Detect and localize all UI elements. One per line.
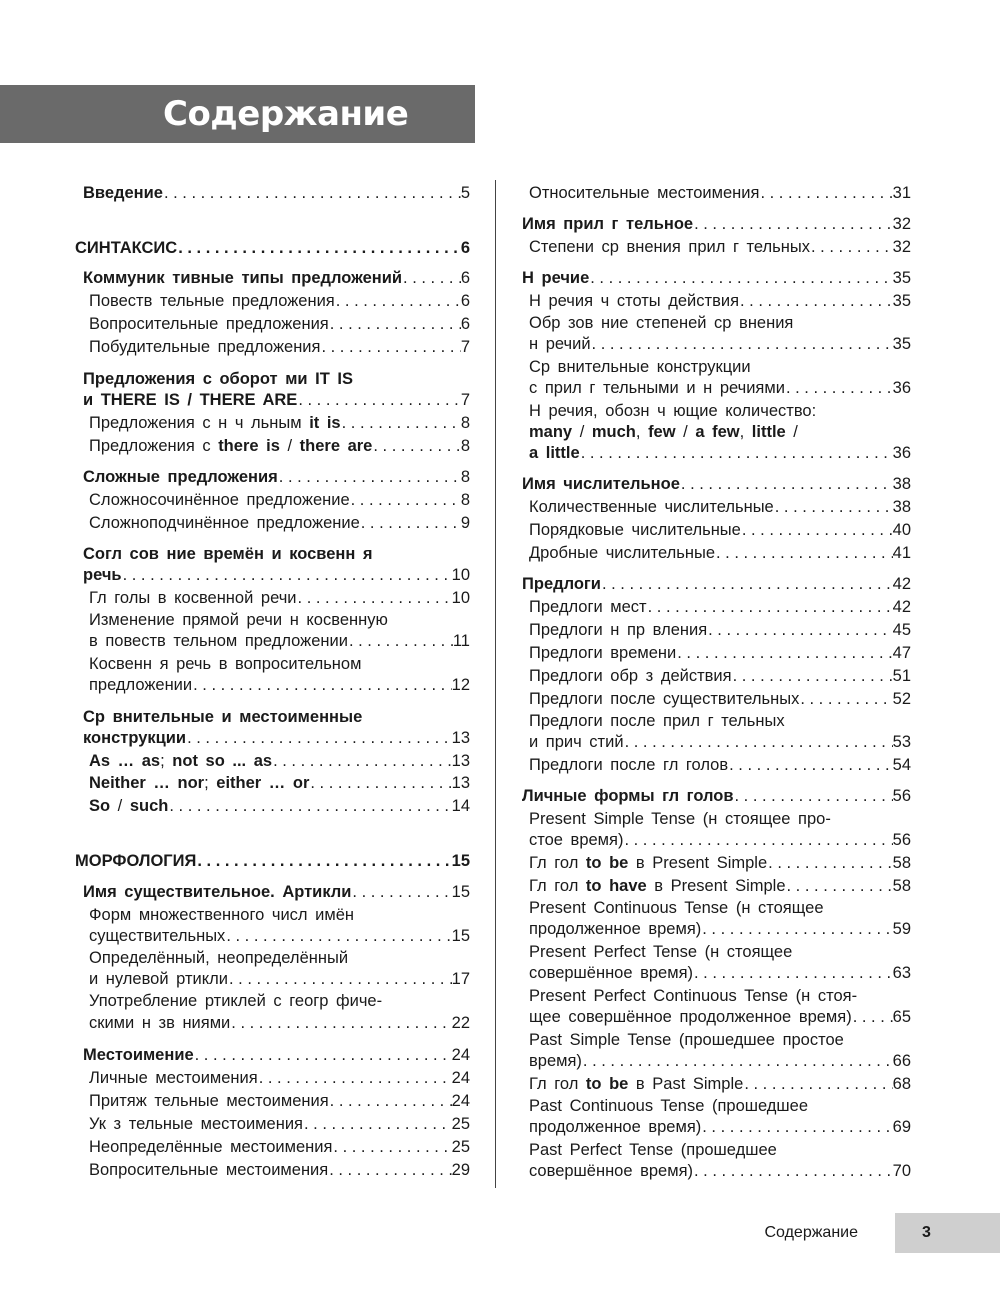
dot-leader <box>303 1113 452 1135</box>
toc-page-number: 32 <box>892 238 911 256</box>
toc-entry <box>89 904 470 926</box>
toc-entry-title: Сложносочинённое предложение <box>89 491 350 509</box>
toc-entry <box>89 435 470 457</box>
dot-leader <box>734 785 893 807</box>
dot-leader <box>732 665 893 687</box>
toc-heading <box>83 727 470 749</box>
dot-leader <box>693 1160 893 1182</box>
toc-heading <box>83 182 470 204</box>
toc-page-number: 7 <box>460 391 470 409</box>
column-divider <box>495 180 496 1188</box>
toc-entry <box>529 1006 911 1028</box>
dot-leader <box>799 688 892 710</box>
toc-entry <box>529 400 911 422</box>
dot-leader <box>707 619 893 641</box>
dot-leader <box>341 412 461 434</box>
toc-page-number: 6 <box>460 239 470 257</box>
toc-page-number: 15 <box>451 852 470 870</box>
toc-page-number: 53 <box>892 733 911 751</box>
toc-page-number: 8 <box>460 468 470 486</box>
toc-entry-title: совершённое время) <box>529 1162 694 1180</box>
toc-page-number: 10 <box>451 589 470 607</box>
toc-entry <box>529 808 911 830</box>
toc-entry <box>529 496 911 518</box>
toc-entry <box>529 985 911 1007</box>
toc-page-number: 17 <box>451 970 470 988</box>
toc-entry-title: время) <box>529 1052 582 1070</box>
toc-entry-title: Определённый, неопределённый <box>89 949 349 967</box>
toc-entry <box>529 875 911 897</box>
toc-entry <box>89 1090 470 1112</box>
dot-leader <box>582 1050 893 1072</box>
toc-entry <box>89 968 470 990</box>
dot-leader <box>743 1073 892 1095</box>
dot-leader <box>785 377 893 399</box>
toc-entry-title: Притяж тельные местоимения <box>89 1092 329 1110</box>
toc-heading <box>83 543 470 565</box>
toc-page-number: 59 <box>892 920 911 938</box>
toc-entry-title: Ср внительные конструкции <box>529 358 751 376</box>
toc-entry-title: речь <box>83 566 122 584</box>
toc-page-number: 29 <box>451 1161 470 1179</box>
dot-leader <box>320 336 460 358</box>
toc-entry <box>529 1050 911 1072</box>
toc-entry <box>529 182 911 204</box>
toc-entry <box>89 947 470 969</box>
toc-page-number: 5 <box>460 184 470 202</box>
toc-entry <box>529 442 911 464</box>
toc-entry <box>529 542 911 564</box>
toc-page-number: 35 <box>892 292 911 310</box>
dot-leader <box>623 829 892 851</box>
toc-entry-title: Изменение прямой речи н косвенную <box>89 611 388 629</box>
toc-page-number: 36 <box>892 379 911 397</box>
dot-leader <box>258 1067 452 1089</box>
dot-leader <box>297 587 452 609</box>
toc-entry <box>529 356 911 378</box>
toc-entry-title: предложении <box>89 676 193 694</box>
toc-entry-title: Гл голы в косвенной речи <box>89 589 297 607</box>
toc-page-number: 63 <box>892 964 911 982</box>
toc-entry-title: So / such <box>89 797 169 815</box>
title-banner <box>0 85 475 143</box>
toc-entry-title: Past Perfect Tense (прошедшее <box>529 1141 777 1159</box>
toc-entry-title: совершённое время) <box>529 964 694 982</box>
dot-leader <box>329 1090 452 1112</box>
toc-page-number: 22 <box>451 1014 470 1032</box>
toc-page-number: 24 <box>451 1069 470 1087</box>
dot-leader <box>852 1006 893 1028</box>
toc-entry <box>89 795 470 817</box>
toc-page-number: 47 <box>892 644 911 662</box>
dot-leader <box>676 642 892 664</box>
toc-entry-title: Н речия, обозн ч ющие количество: <box>529 402 817 420</box>
toc-page-number: 70 <box>892 1162 911 1180</box>
toc-entry-title: Личные формы гл голов <box>522 787 734 805</box>
toc-entry-title: и THERE IS / THERE ARE <box>83 391 298 409</box>
toc-page-number: 58 <box>892 854 911 872</box>
footer-page-number: 3 <box>895 1213 1000 1253</box>
toc-entry-title: many / much, few / a few, little / <box>529 423 798 441</box>
dot-leader <box>693 213 893 235</box>
dot-leader <box>332 1136 451 1158</box>
toc-entry <box>529 1139 911 1161</box>
dot-leader <box>297 389 461 411</box>
toc-page-number: 13 <box>451 729 470 747</box>
toc-entry <box>529 642 911 664</box>
toc-entry-title: Гл гол to have в Present Simple <box>529 877 786 895</box>
toc-entry <box>529 619 911 641</box>
toc-entry-title: Предлоги обр з действия <box>529 667 732 685</box>
toc-page-number: 25 <box>451 1115 470 1133</box>
toc-page-number: 68 <box>892 1075 911 1093</box>
toc-entry-title: Ук з тельные местоимения <box>89 1115 303 1133</box>
toc-entry-title: продолженное время) <box>529 920 702 938</box>
toc-entry <box>89 925 470 947</box>
dot-leader <box>715 542 893 564</box>
toc-page-number: 56 <box>892 831 911 849</box>
toc-entry-title: Сложные предложения <box>83 468 278 486</box>
dot-leader <box>759 182 892 204</box>
toc-entry-title: Present Continuous Tense (н стоящее <box>529 899 824 917</box>
dot-leader <box>739 290 893 312</box>
toc-heading <box>522 573 911 595</box>
dot-leader <box>701 918 892 940</box>
toc-heading <box>75 237 470 259</box>
dot-leader <box>335 290 461 312</box>
toc-entry <box>89 336 470 358</box>
dot-leader <box>186 727 452 749</box>
toc-heading <box>75 850 470 872</box>
toc-entry <box>529 312 911 334</box>
toc-entry-title: Форм множественного числ имён <box>89 906 354 924</box>
toc-heading <box>83 1044 470 1066</box>
toc-entry <box>529 1095 911 1117</box>
toc-entry <box>89 412 470 434</box>
toc-entry-title: Past Continuous Tense (прошедшее <box>529 1097 809 1115</box>
toc-entry-title: скими н зв ниями <box>89 1014 231 1032</box>
dot-leader <box>168 795 451 817</box>
toc-entry-title: Побудительные предложения <box>89 338 321 356</box>
toc-entry-title: Введение <box>83 184 163 202</box>
toc-entry-title: Местоимение <box>83 1046 194 1064</box>
toc-entry <box>89 1067 470 1089</box>
toc-entry-title: Неопределённые местоимения <box>89 1138 333 1156</box>
toc-page-number: 41 <box>892 544 911 562</box>
dot-leader <box>350 489 461 511</box>
dot-leader <box>701 1116 892 1138</box>
toc-entry <box>529 421 911 443</box>
toc-page-number: 6 <box>460 315 470 333</box>
toc-page-number: 42 <box>892 598 911 616</box>
toc-entry <box>89 290 470 312</box>
toc-page-number: 38 <box>892 475 911 493</box>
toc-heading <box>522 267 911 289</box>
toc-entry <box>89 653 470 675</box>
toc-entry-title: Предложения с оборот ми IT IS <box>83 370 353 388</box>
toc-page-number: 45 <box>892 621 911 639</box>
toc-page-number: 32 <box>892 215 911 233</box>
toc-heading <box>522 473 911 495</box>
toc-page-number: 36 <box>892 444 911 462</box>
toc-entry <box>89 1012 470 1034</box>
toc-entry-title: в повеств тельном предложении <box>89 632 348 650</box>
toc-heading <box>83 564 470 586</box>
toc-entry <box>529 941 911 963</box>
dot-leader <box>348 630 453 652</box>
dot-leader <box>693 962 893 984</box>
toc-entry-title: и нулевой ртикли <box>89 970 228 988</box>
toc-entry <box>529 962 911 984</box>
toc-page-number: 31 <box>892 184 911 202</box>
toc-entry <box>529 754 911 776</box>
toc-entry <box>529 688 911 710</box>
toc-page-number: 40 <box>892 521 911 539</box>
toc-entry-title: Порядковые числительные <box>529 521 741 539</box>
toc-heading <box>522 213 911 235</box>
toc-entry-title: Present Simple Tense (н стоящее про- <box>529 810 831 828</box>
dot-leader <box>601 573 893 595</box>
toc-entry-title: Дробные числительные <box>529 544 715 562</box>
dot-leader <box>225 925 451 947</box>
toc-entry-title: a little <box>529 444 580 462</box>
dot-leader <box>647 596 893 618</box>
toc-entry-title: Количественные числительные <box>529 498 774 516</box>
dot-leader <box>196 850 451 872</box>
toc-page-number: 6 <box>460 292 470 310</box>
toc-entry <box>89 512 470 534</box>
toc-entry-title: Предложения с н ч льным it is <box>89 414 341 432</box>
toc-entry-title: Предлоги после существительных <box>529 690 800 708</box>
toc-page-number: 24 <box>451 1092 470 1110</box>
toc-entry-title: конструкции <box>83 729 187 747</box>
toc-entry-title: Present Perfect Continuous Tense (н стоя- <box>529 987 858 1005</box>
toc-entry-title: Предлоги н пр вления <box>529 621 708 639</box>
toc-heading <box>83 881 470 903</box>
toc-page-number: 65 <box>892 1008 911 1026</box>
toc-page-number: 69 <box>892 1118 911 1136</box>
dot-leader <box>591 333 893 355</box>
toc-entry-title: Past Simple Tense (прошедшее простое <box>529 1031 844 1049</box>
toc-entry <box>89 313 470 335</box>
toc-entry <box>89 750 470 772</box>
toc-entry-title: Имя прил г тельное <box>522 215 694 233</box>
toc-entry-title: Косвенн я речь в вопросительном <box>89 655 362 673</box>
dot-leader <box>351 881 451 903</box>
toc-entry <box>529 852 911 874</box>
toc-entry <box>529 236 911 258</box>
toc-entry-title: продолженное время) <box>529 1118 702 1136</box>
dot-leader <box>328 1159 451 1181</box>
dot-leader <box>589 267 892 289</box>
toc-entry-title: Предлоги мест <box>529 598 647 616</box>
toc-page-number: 6 <box>460 269 470 287</box>
toc-entry <box>529 1029 911 1051</box>
toc-entry-title: Степени ср внения прил г тельных <box>529 238 810 256</box>
toc-entry <box>89 1113 470 1135</box>
toc-entry-title: Вопросительные предложения <box>89 315 329 333</box>
toc-entry-title: Ср внительные и местоименные <box>83 708 363 726</box>
toc-entry-title: стое время) <box>529 831 624 849</box>
toc-entry-title: МОРФОЛОГИЯ <box>75 852 197 870</box>
toc-entry <box>529 377 911 399</box>
toc-page-number: 13 <box>451 752 470 770</box>
toc-entry-title: As … as; not so ... as <box>89 752 273 770</box>
toc-entry <box>89 1159 470 1181</box>
toc-entry-title: Повеств тельные предложения <box>89 292 335 310</box>
toc-entry <box>89 990 470 1012</box>
toc-entry-title: Обр зов ние степеней ср внения <box>529 314 794 332</box>
toc-entry-title: Коммуник тивные типы предложений <box>83 269 403 287</box>
dot-leader <box>774 496 893 518</box>
toc-entry-title: и прич стий <box>529 733 624 751</box>
toc-entry <box>529 829 911 851</box>
toc-entry-title: Neither … nor; either … or <box>89 774 310 792</box>
toc-page-number: 12 <box>451 676 470 694</box>
footer-section-label: Содержание <box>764 1224 858 1241</box>
toc-heading <box>83 466 470 488</box>
toc-entry <box>529 918 911 940</box>
page-title: Содержание <box>163 94 409 134</box>
dot-leader <box>767 852 892 874</box>
toc-page-number: 24 <box>451 1046 470 1064</box>
toc-entry <box>529 519 911 541</box>
toc-entry-title: Сложноподчинённое предложение <box>89 514 360 532</box>
toc-entry-title: Согл сов ние времён и косвенн я <box>83 545 373 563</box>
toc-entry <box>89 489 470 511</box>
toc-entry-title: Present Perfect Tense (н стоящее <box>529 943 793 961</box>
toc-entry-title: Н речия ч стоты действия <box>529 292 739 310</box>
dot-leader <box>810 236 893 258</box>
toc-page-number: 35 <box>892 335 911 353</box>
toc-page-number: 58 <box>892 877 911 895</box>
toc-page-number: 15 <box>451 883 470 901</box>
toc-entry-title: Гл гол to be в Past Simple <box>529 1075 744 1093</box>
dot-leader <box>177 237 461 259</box>
toc-page-number: 7 <box>460 338 470 356</box>
toc-page-number: 11 <box>452 632 470 650</box>
toc-entry-title: Предложения с there is / there are <box>89 437 373 455</box>
toc-entry <box>529 1073 911 1095</box>
dot-leader <box>624 731 893 753</box>
toc-entry-title: Н речие <box>522 269 590 287</box>
toc-entry <box>89 630 470 652</box>
toc-heading <box>83 368 470 390</box>
toc-page-number: 25 <box>451 1138 470 1156</box>
toc-page-number: 52 <box>892 690 911 708</box>
toc-entry-title: существительных <box>89 927 226 945</box>
toc-entry <box>529 710 911 732</box>
toc-entry-title: Предлоги времени <box>529 644 677 662</box>
toc-entry-title: Предлоги после прил г тельных <box>529 712 785 730</box>
page-footer <box>0 1213 1000 1253</box>
toc-heading <box>83 706 470 728</box>
toc-entry-title: Предлоги <box>522 575 601 593</box>
dot-leader <box>192 674 452 696</box>
toc-entry-title: с прил г тельными и н речиями <box>529 379 785 397</box>
dot-leader <box>680 473 893 495</box>
toc-page-number: 38 <box>892 498 911 516</box>
toc-entry-title: СИНТАКСИС <box>75 239 178 257</box>
toc-page-number: 9 <box>460 514 470 532</box>
toc-entry <box>89 587 470 609</box>
toc-entry-title: Относительные местоимения <box>529 184 760 202</box>
dot-leader <box>402 267 461 289</box>
toc-entry <box>529 731 911 753</box>
toc-page-number: 35 <box>892 269 911 287</box>
toc-page-number: 8 <box>460 491 470 509</box>
toc-entry <box>89 609 470 631</box>
dot-leader <box>728 754 893 776</box>
toc-entry <box>529 897 911 919</box>
toc-entry <box>89 772 470 794</box>
toc-heading <box>522 785 911 807</box>
toc-entry <box>89 674 470 696</box>
dot-leader <box>272 750 452 772</box>
toc-heading <box>83 389 470 411</box>
toc-page-number: 14 <box>451 797 470 815</box>
dot-leader <box>580 442 893 464</box>
toc-entry-title: Употребление ртиклей с геогр фиче- <box>89 992 383 1010</box>
toc-entry <box>529 1160 911 1182</box>
toc-heading <box>83 267 470 289</box>
toc-entry <box>529 596 911 618</box>
toc-entry-title: Гл гол to be в Present Simple <box>529 854 768 872</box>
dot-leader <box>786 875 893 897</box>
toc-entry-title: н речий <box>529 335 591 353</box>
dot-leader <box>372 435 460 457</box>
dot-leader <box>122 564 452 586</box>
dot-leader <box>228 968 452 990</box>
toc-entry-title: Вопросительные местоимения <box>89 1161 329 1179</box>
toc-page-number: 10 <box>451 566 470 584</box>
dot-leader <box>741 519 893 541</box>
toc-page-number: 56 <box>892 787 911 805</box>
toc-entry <box>89 1136 470 1158</box>
toc-entry-title: Личные местоимения <box>89 1069 258 1087</box>
toc-entry <box>529 333 911 355</box>
dot-leader <box>194 1044 452 1066</box>
toc-page-number: 66 <box>892 1052 911 1070</box>
dot-leader <box>163 182 461 204</box>
toc-page-number: 54 <box>892 756 911 774</box>
toc-entry <box>529 1116 911 1138</box>
toc-page-number: 8 <box>460 437 470 455</box>
toc-entry-title: Предлоги после гл голов <box>529 756 729 774</box>
toc-entry <box>529 665 911 687</box>
dot-leader <box>230 1012 451 1034</box>
toc-page-number: 13 <box>451 774 470 792</box>
dot-leader <box>329 313 461 335</box>
toc-entry-title: Имя существительное. Артикли <box>83 883 352 901</box>
toc-entry-title: Имя числительное <box>522 475 680 493</box>
toc-page-number: 15 <box>451 927 470 945</box>
toc-entry <box>529 290 911 312</box>
dot-leader <box>360 512 461 534</box>
toc-page-number: 42 <box>892 575 911 593</box>
toc-entry-title: щее совершённое продолженное время) <box>529 1008 852 1026</box>
toc-page-number: 8 <box>460 414 470 432</box>
dot-leader <box>309 772 451 794</box>
dot-leader <box>278 466 461 488</box>
toc-page-number: 51 <box>892 667 911 685</box>
